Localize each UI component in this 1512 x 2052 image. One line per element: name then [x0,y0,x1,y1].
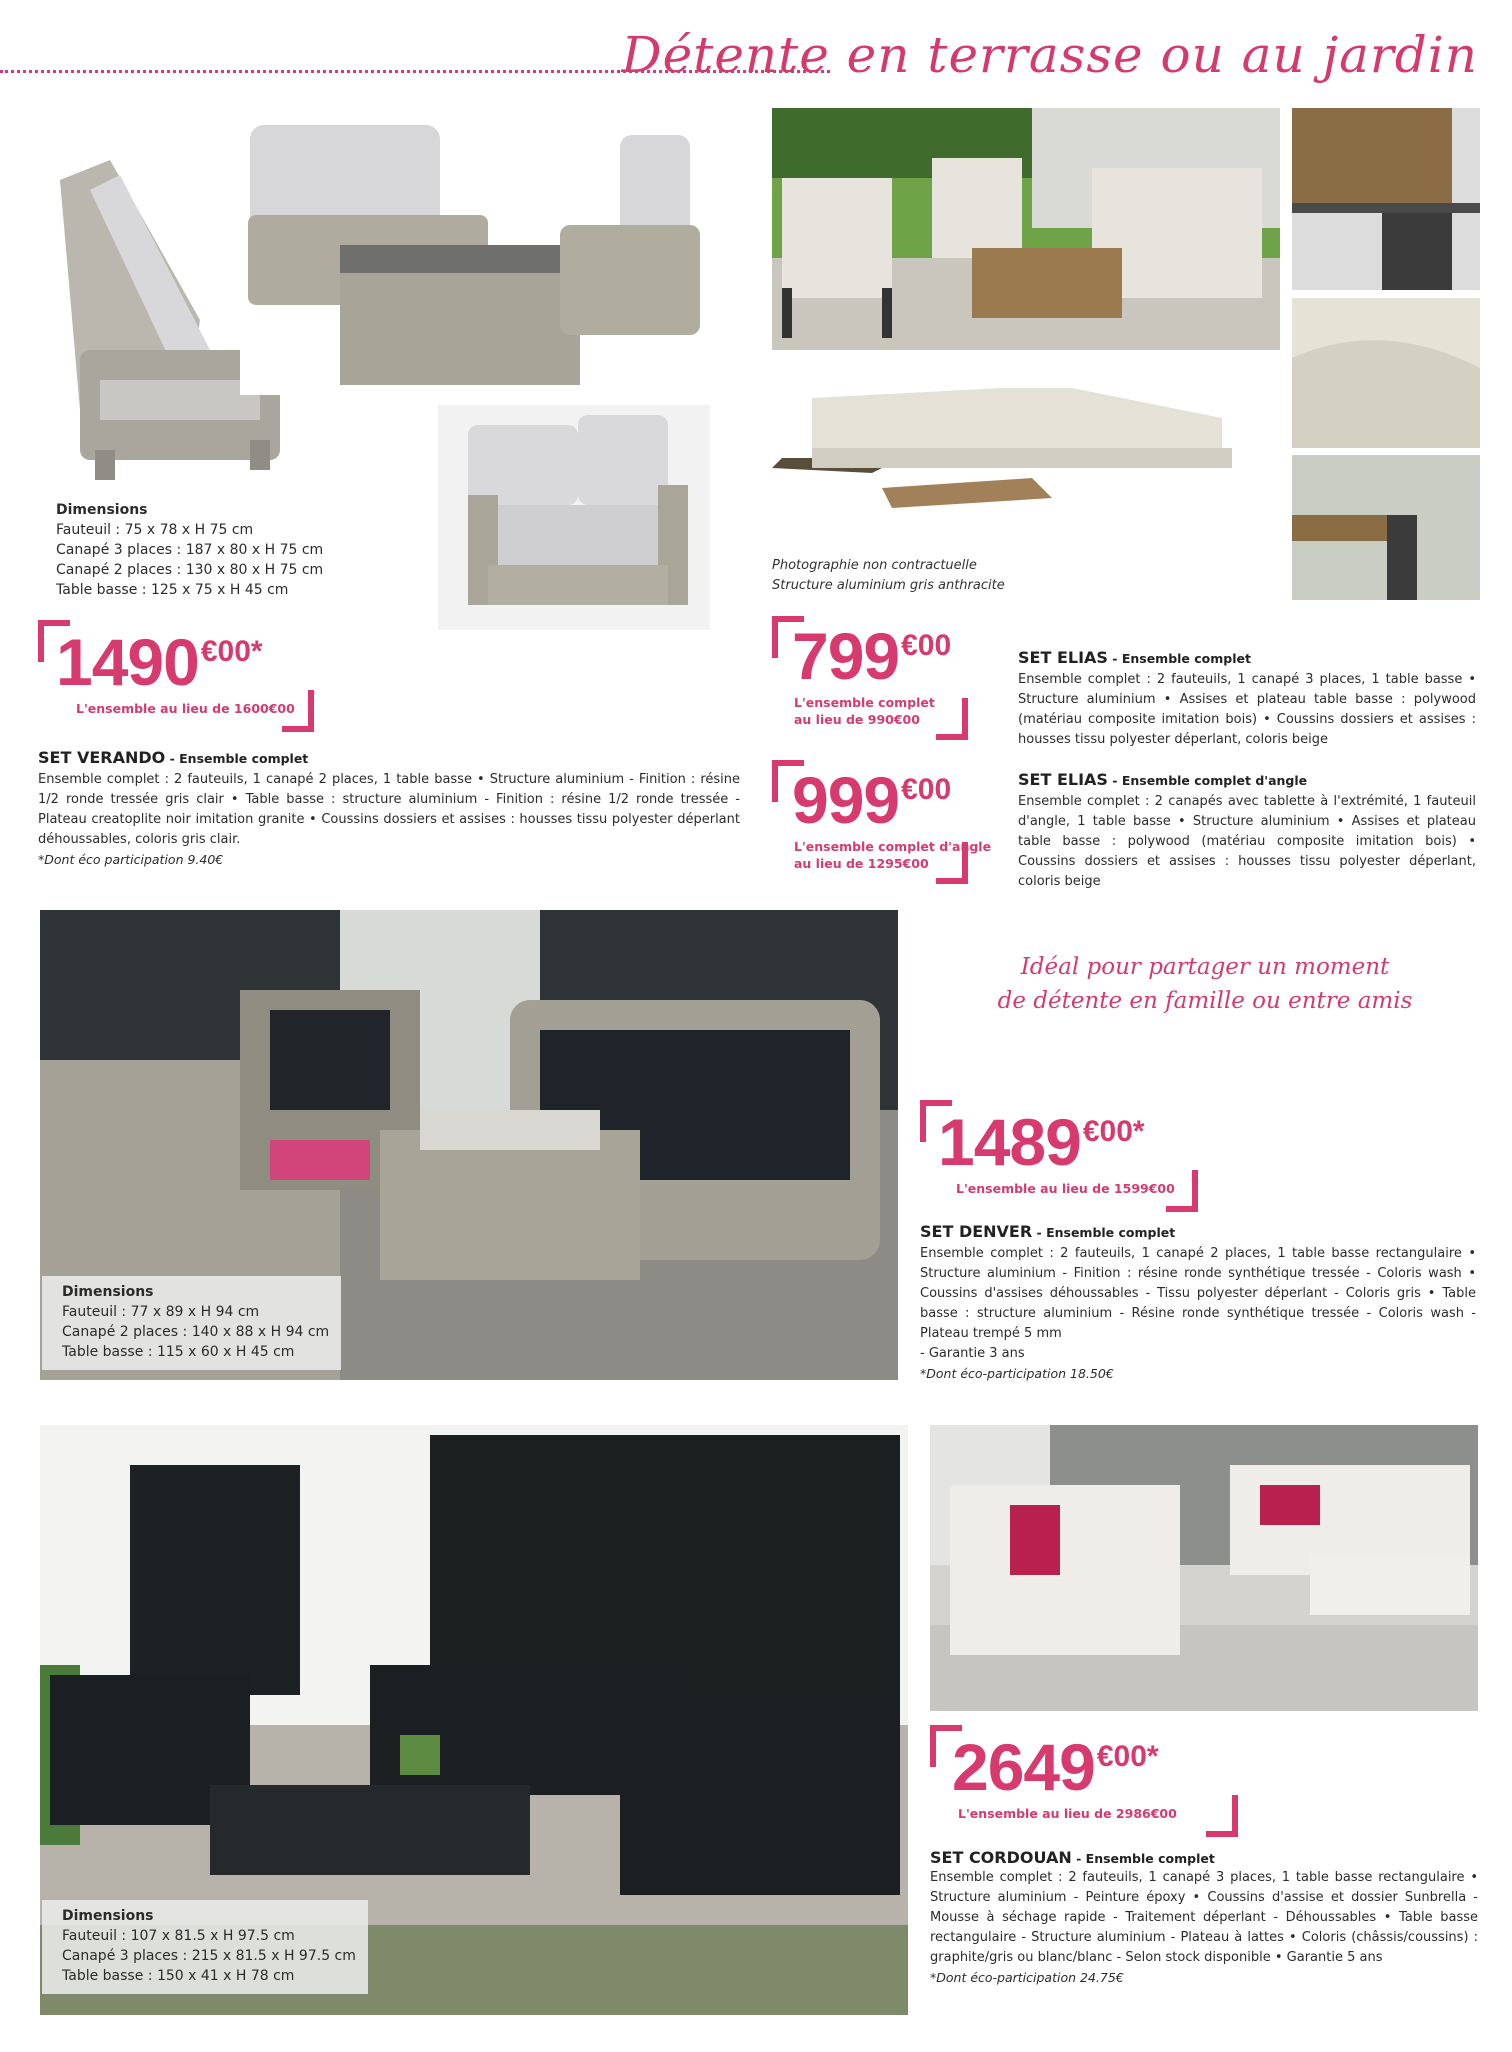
elias-corner-title [1018,770,1307,789]
dimension-line: Canapé 2 places : 140 x 88 x H 94 cm [62,1324,330,1340]
price-integer: 2649 [952,1730,1095,1804]
cordouan-title [930,1848,1215,1867]
denver-dimensions [42,1276,341,1370]
product-name: SET ELIAS [1018,648,1108,667]
denver-title [920,1222,1175,1241]
verando-price-note: L'ensemble au lieu de 1600€00 [76,701,295,716]
guarantee-line: - Garantie 3 ans [920,1346,1025,1361]
cordouan-white-photo [930,1425,1478,1711]
product-description: Ensemble complet : 2 fauteuils, 1 canapé 3 places, 1 table basse rectangulaire • Structure aluminium - Peinture époxy • Coussins d'assise et dossier Sunbrella - Mousse à séchage rapide - Traitement déperlant - Déhoussables • Table basse rectangulaire - Structure aluminium - Plateau à lattes • Coloris (châssis/coussins) : graphite/gris ou blanc/blanc - Selon stock disponible • Garantie 5 ans [930,1870,1478,1965]
cordouan-price-block [930,1725,1238,1837]
elias-complete-price-note [794,694,935,728]
price-bracket-bottom-right [936,698,968,740]
dimensions-title: Dimensions [56,502,148,518]
price-cents: €00 [901,773,952,806]
elias-corner-photo [772,378,1272,528]
dimension-line: Canapé 3 places : 215 x 81.5 x H 97.5 cm [62,1948,356,1964]
price-integer: 799 [792,619,900,693]
verando-description [38,770,740,871]
price-note-line: L'ensemble complet d'angle [794,839,992,854]
caption-line: Structure aluminium gris anthracite [772,578,1005,593]
cordouan-price-note: L'ensemble au lieu de 2986€00 [958,1806,1177,1821]
price-note-line: au lieu de 1295€00 [794,856,929,871]
cordouan-description [930,1868,1478,1989]
price-note-line: au lieu de 990€00 [794,712,920,727]
elias-armrest-detail-photo [1292,455,1480,600]
dimensions-title: Dimensions [62,1908,154,1924]
elias-corner-price-note [794,838,991,872]
elias-complete-price [792,618,951,694]
product-subtitle: - Ensemble complet [1107,651,1251,666]
dimension-line: Table basse : 150 x 41 x H 78 cm [62,1968,295,1984]
elias-corner-price-block [772,760,992,884]
page-title: Détente en terrasse ou au jardin [621,26,1478,84]
price-cents: €00* [200,635,263,668]
elias-garden-photo [772,108,1280,350]
tagline-line: de détente en famille ou entre amis [997,988,1413,1014]
denver-description [920,1244,1476,1385]
product-subtitle: - Ensemble complet [1071,1851,1215,1866]
tagline-line: Idéal pour partager un moment [1020,954,1390,980]
verando-price [56,624,263,700]
product-subtitle: - Ensemble complet [1032,1225,1176,1240]
product-name: SET ELIAS [1018,770,1108,789]
elias-complete-title [1018,648,1251,667]
price-cents: €00* [1096,1740,1159,1773]
tagline [975,950,1435,1018]
dimension-line: Table basse : 115 x 60 x H 45 cm [62,1344,295,1360]
price-integer: 1490 [56,625,199,699]
price-cents: €00* [1082,1115,1145,1148]
dimension-line: Canapé 2 places : 130 x 80 x H 75 cm [56,562,324,578]
elias-corner-description: Ensemble complet : 2 canapés avec tablette à l'extrémité, 1 fauteuil d'angle, 1 table basse • Structure aluminium • Assises et plateau table basse : polywood (matériau composite imitation bois) • Coussins dossiers et assises : housses tissu polyester déperlant, coloris beige [1018,794,1476,889]
caption-line: Photographie non contractuelle [772,558,977,573]
elias-complete-price-block [772,616,968,740]
eco-participation-note: *Dont éco-participation 18.50€ [920,1366,1114,1381]
elias-wood-detail-photo [1292,108,1480,290]
product-name: SET VERANDO [38,748,166,767]
product-description: Ensemble complet : 2 fauteuils, 1 canapé 2 places, 1 table basse rectangulaire • Structure aluminium - Finition : résine ronde synthétique tressée - Coloris wash • Coussins d'assises déhoussables - Tissu polyester déperlant - Coloris gris • Table basse : structure aluminium - Résine ronde synthétique tressée - Coloris wash - Plateau trempé 5 mm [920,1246,1476,1341]
elias-corner-price [792,762,951,838]
denver-price-note: L'ensemble au lieu de 1599€00 [956,1181,1175,1196]
verando-price-block [38,620,314,732]
elias-photo-caption [772,556,1005,596]
verando-dimensions [56,500,323,600]
verando-loveseat-photo [438,405,710,630]
product-description: Ensemble complet : 2 fauteuils, 1 canapé 2 places, 1 table basse • Structure aluminium - Finition : résine 1/2 ronde tressée gris clair • Table basse : structure aluminium - Finition : résine 1/2 ronde tressée - Plateau creatoplite noir imitation granite • Coussins dossiers et assises : housses tissu polyester déperlant déhoussables, coloris gris clair. [38,772,740,847]
eco-participation-note: *Dont éco-participation 24.75€ [930,1970,1124,1985]
dimension-line: Fauteuil : 77 x 89 x H 94 cm [62,1304,260,1320]
cordouan-price [952,1729,1159,1805]
product-name: SET CORDOUAN [930,1848,1072,1867]
product-name: SET DENVER [920,1222,1033,1241]
price-integer: 999 [792,763,900,837]
price-bracket-bottom-right [1206,1795,1238,1837]
verando-title [38,748,308,767]
dimension-line: Canapé 3 places : 187 x 80 x H 75 cm [56,542,324,558]
dimension-line: Fauteuil : 75 x 78 x H 75 cm [56,522,254,538]
dimension-line: Table basse : 125 x 75 x H 45 cm [56,582,289,598]
dimensions-title: Dimensions [62,1284,154,1300]
denver-price [938,1104,1145,1180]
eco-participation-note: *Dont éco participation 9.40€ [38,852,224,867]
product-subtitle: - Ensemble complet [165,751,309,766]
price-integer: 1489 [938,1105,1081,1179]
elias-cushion-detail-photo [1292,298,1480,448]
product-subtitle: - Ensemble complet d'angle [1107,773,1308,788]
denver-price-block [920,1100,1198,1212]
cordouan-dimensions [42,1900,368,1994]
elias-complete-description: Ensemble complet : 2 fauteuils, 1 canapé 3 places, 1 table basse • Structure aluminium • Assises et plateau table basse : polywood (matériau composite imitation bois) • Coussins dossiers et assises : housses tissu polyester déperlant, coloris beige [1018,672,1476,747]
price-cents: €00 [901,629,952,662]
dimension-line: Fauteuil : 107 x 81.5 x H 97.5 cm [62,1928,295,1944]
verando-sofa-photo [240,115,710,395]
price-note-line: L'ensemble complet [794,695,935,710]
